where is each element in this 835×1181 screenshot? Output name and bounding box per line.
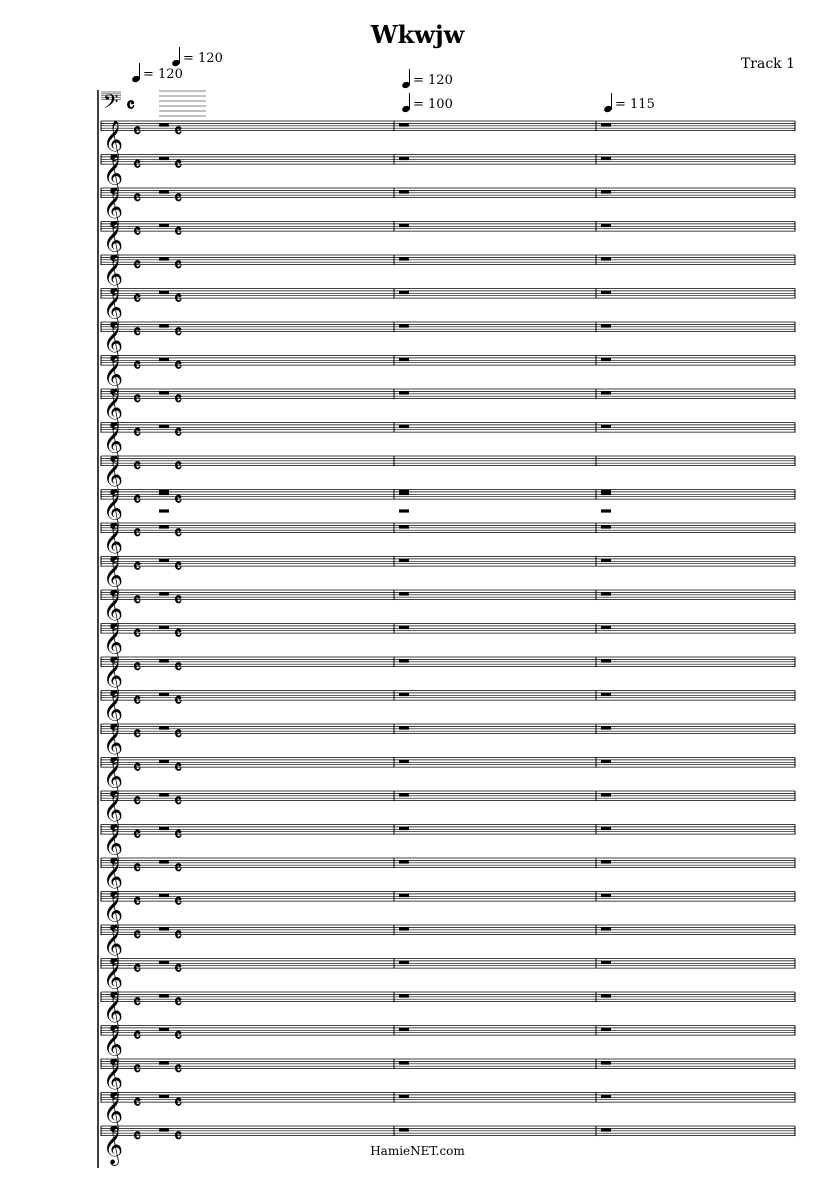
treble-clef-icon: 𝄞 bbox=[103, 254, 124, 294]
whole-rest-icon bbox=[601, 257, 611, 260]
treble-clef-icon: 𝄞 bbox=[103, 187, 124, 227]
whole-rest-icon bbox=[159, 1061, 169, 1064]
time-signature: 𝄴 bbox=[133, 1092, 142, 1114]
tempo-mark: = 120 bbox=[402, 70, 453, 88]
time-signature: 𝄴 bbox=[133, 389, 142, 410]
staff bbox=[101, 624, 795, 634]
whole-rest-icon bbox=[159, 693, 169, 696]
whole-rest-icon bbox=[159, 1095, 169, 1098]
treble-clef-icon: 𝄞 bbox=[103, 957, 124, 998]
whole-rest-icon bbox=[399, 860, 409, 863]
treble-clef-icon: 𝄞 bbox=[103, 421, 124, 462]
treble-clef-icon: 𝄞 bbox=[103, 455, 124, 495]
whole-rest-icon bbox=[399, 257, 409, 260]
time-signature: 𝄴 bbox=[133, 1059, 142, 1080]
staff bbox=[101, 590, 795, 600]
whole-rest-icon bbox=[399, 793, 409, 796]
whole-rest-icon bbox=[159, 994, 169, 997]
whole-rest-icon bbox=[399, 291, 409, 294]
whole-rest-icon bbox=[399, 525, 409, 528]
score-title: Wkwjw bbox=[370, 20, 465, 49]
time-signature: 𝄴 bbox=[174, 925, 183, 946]
whole-rest-icon bbox=[601, 358, 611, 361]
whole-rest-icon bbox=[159, 793, 169, 796]
time-signature: 𝄴 bbox=[133, 422, 142, 444]
treble-clef-icon: 𝄞 bbox=[103, 522, 124, 562]
whole-rest-icon bbox=[399, 123, 409, 126]
treble-clef-icon: 𝄞 bbox=[103, 153, 124, 194]
time-signature: 𝄴 bbox=[133, 858, 142, 879]
treble-clef-icon: 𝄞 bbox=[103, 354, 124, 395]
staff bbox=[101, 1026, 795, 1036]
staff bbox=[101, 758, 795, 768]
staff bbox=[101, 691, 795, 701]
whole-rest-icon bbox=[601, 123, 611, 126]
treble-clef-icon: 𝄞 bbox=[103, 488, 124, 529]
whole-rest-icon bbox=[159, 123, 169, 126]
time-signature: 𝄴 bbox=[133, 523, 142, 544]
time-signature: 𝄴 bbox=[133, 489, 142, 511]
time-signature: 𝄴 bbox=[133, 690, 142, 712]
staff bbox=[101, 557, 795, 567]
whole-rest-icon bbox=[601, 525, 611, 528]
whole-rest-icon bbox=[159, 626, 169, 629]
time-signature: 𝄴 bbox=[174, 724, 183, 745]
tempo-mark: = 120 bbox=[172, 48, 223, 66]
whole-rest-icon bbox=[601, 1128, 611, 1131]
time-signature: 𝄴 bbox=[174, 355, 183, 377]
whole-rest-icon bbox=[159, 324, 169, 327]
treble-clef-icon: 𝄞 bbox=[103, 388, 124, 428]
whole-rest-icon bbox=[601, 224, 611, 227]
time-signature: 𝄴 bbox=[174, 489, 183, 511]
whole-rest-icon bbox=[399, 1028, 409, 1031]
time-signature: 𝄴 bbox=[174, 891, 183, 913]
whole-rest-icon bbox=[159, 1128, 169, 1131]
staff bbox=[101, 490, 795, 500]
time-signature: 𝄴 bbox=[174, 958, 183, 980]
time-signature: 𝄴 bbox=[174, 858, 183, 879]
staff bbox=[101, 255, 795, 265]
time-signature: 𝄴 bbox=[174, 389, 183, 410]
whole-rest-icon bbox=[601, 793, 611, 796]
time-signature: 𝄴 bbox=[174, 322, 183, 343]
whole-rest-icon bbox=[399, 324, 409, 327]
staff bbox=[101, 1093, 795, 1103]
whole-rest-icon bbox=[399, 1095, 409, 1098]
whole-rest-icon bbox=[601, 592, 611, 595]
time-signature: 𝄴 bbox=[133, 1025, 142, 1047]
staff bbox=[101, 322, 795, 332]
staff bbox=[101, 858, 795, 868]
whole-rest-icon bbox=[399, 592, 409, 595]
whole-rest-icon bbox=[159, 726, 169, 729]
treble-clef-icon: 𝄞 bbox=[103, 790, 124, 830]
whole-rest-icon bbox=[399, 961, 409, 964]
whole-rest-icon bbox=[159, 291, 169, 294]
staff bbox=[101, 423, 795, 433]
whole-rest-icon bbox=[601, 391, 611, 394]
treble-clef-icon: 𝄞 bbox=[103, 321, 124, 361]
staff bbox=[101, 1126, 795, 1136]
whole-rest-icon bbox=[159, 525, 169, 528]
time-signature: 𝄴 bbox=[174, 690, 183, 712]
whole-rest-icon bbox=[601, 490, 611, 493]
whole-rest-icon bbox=[159, 659, 169, 662]
treble-clef-icon: 𝄞 bbox=[103, 120, 124, 160]
whole-rest-icon bbox=[159, 1028, 169, 1031]
whole-rest-icon bbox=[399, 726, 409, 729]
whole-rest-icon bbox=[399, 1061, 409, 1064]
time-signature: 𝄴 bbox=[133, 757, 142, 779]
time-signature: 𝄴 bbox=[133, 623, 142, 645]
bass-clef-icon: 𝄢 bbox=[103, 90, 119, 118]
treble-clef-icon: 𝄞 bbox=[103, 1024, 124, 1065]
time-signature: 𝄴 bbox=[174, 590, 183, 611]
tempo-mark: = 115 bbox=[604, 94, 655, 112]
whole-rest-icon bbox=[399, 1128, 409, 1131]
time-signature: 𝄴 bbox=[133, 1126, 142, 1147]
whole-rest-icon bbox=[601, 1028, 611, 1031]
treble-clef-icon: 𝄞 bbox=[103, 287, 124, 328]
whole-rest-icon bbox=[159, 894, 169, 897]
time-signature: 𝄴 bbox=[174, 456, 183, 477]
staff bbox=[101, 791, 795, 801]
time-signature: 𝄴 bbox=[174, 523, 183, 544]
treble-clef-icon: 𝄞 bbox=[103, 857, 124, 897]
time-signature: 𝄴 bbox=[174, 154, 183, 176]
whole-rest-icon bbox=[399, 157, 409, 160]
treble-clef-icon: 𝄞 bbox=[103, 589, 124, 629]
whole-rest-icon bbox=[159, 559, 169, 562]
treble-clef-icon: 𝄞 bbox=[103, 1091, 124, 1132]
whole-rest-icon bbox=[399, 190, 409, 193]
time-signature: 𝄴 bbox=[174, 221, 183, 243]
time-signature: 𝄴 bbox=[126, 93, 135, 117]
staff bbox=[101, 959, 795, 969]
whole-rest-icon bbox=[601, 190, 611, 193]
whole-rest-icon bbox=[159, 425, 169, 428]
whole-rest-icon bbox=[601, 961, 611, 964]
staff bbox=[101, 356, 795, 366]
whole-rest-icon bbox=[601, 626, 611, 629]
time-signature: 𝄴 bbox=[133, 221, 142, 243]
whole-rest-icon bbox=[159, 509, 169, 512]
staff bbox=[101, 456, 795, 466]
whole-rest-icon bbox=[159, 927, 169, 930]
treble-clef-icon: 𝄞 bbox=[103, 723, 124, 763]
whole-rest-icon bbox=[159, 157, 169, 160]
time-signature: 𝄴 bbox=[133, 121, 142, 142]
whole-rest-icon bbox=[601, 509, 611, 512]
whole-rest-icon bbox=[601, 726, 611, 729]
time-signature: 𝄴 bbox=[174, 255, 183, 276]
tempo-mark: = 100 bbox=[402, 94, 453, 112]
whole-rest-icon bbox=[399, 490, 409, 493]
time-signature: 𝄴 bbox=[174, 1059, 183, 1080]
whole-rest-icon bbox=[159, 961, 169, 964]
staff bbox=[101, 121, 795, 131]
time-signature: 𝄴 bbox=[133, 355, 142, 377]
treble-clef-icon: 𝄞 bbox=[103, 823, 124, 864]
whole-rest-icon bbox=[399, 425, 409, 428]
staff bbox=[101, 289, 795, 299]
treble-clef-icon: 𝄞 bbox=[103, 756, 124, 797]
whole-rest-icon bbox=[159, 592, 169, 595]
treble-clef-icon: 𝄞 bbox=[103, 924, 124, 964]
treble-clef-icon: 𝄞 bbox=[103, 1125, 124, 1165]
whole-rest-icon bbox=[601, 1061, 611, 1064]
whole-rest-icon bbox=[601, 324, 611, 327]
whole-rest-icon bbox=[601, 157, 611, 160]
whole-rest-icon bbox=[601, 1095, 611, 1098]
time-signature: 𝄴 bbox=[133, 992, 142, 1013]
whole-rest-icon bbox=[601, 827, 611, 830]
time-signature: 𝄴 bbox=[133, 657, 142, 678]
time-signature: 𝄴 bbox=[133, 188, 142, 209]
staff bbox=[101, 188, 795, 198]
treble-clef-icon: 𝄞 bbox=[103, 890, 124, 931]
time-signature: 𝄴 bbox=[133, 154, 142, 176]
whole-rest-icon bbox=[399, 693, 409, 696]
treble-clef-icon: 𝄞 bbox=[103, 689, 124, 730]
whole-rest-icon bbox=[601, 659, 611, 662]
time-signature: 𝄴 bbox=[133, 456, 142, 477]
time-signature: 𝄴 bbox=[133, 925, 142, 946]
staff bbox=[101, 657, 795, 667]
time-signature: 𝄴 bbox=[174, 992, 183, 1013]
staff bbox=[101, 925, 795, 935]
time-signature: 𝄴 bbox=[174, 1092, 183, 1114]
time-signature: 𝄴 bbox=[133, 322, 142, 343]
whole-rest-icon bbox=[399, 894, 409, 897]
whole-rest-icon bbox=[601, 894, 611, 897]
treble-clef-icon: 𝄞 bbox=[103, 656, 124, 696]
whole-rest-icon bbox=[399, 358, 409, 361]
staff bbox=[101, 523, 795, 533]
staff bbox=[101, 992, 795, 1002]
staff bbox=[101, 1059, 795, 1069]
time-signature: 𝄴 bbox=[174, 824, 183, 846]
whole-rest-icon bbox=[399, 659, 409, 662]
staff bbox=[101, 389, 795, 399]
whole-rest-icon bbox=[601, 994, 611, 997]
time-signature: 𝄴 bbox=[174, 791, 183, 812]
whole-rest-icon bbox=[399, 927, 409, 930]
time-signature: 𝄴 bbox=[133, 590, 142, 611]
time-signature: 𝄴 bbox=[133, 791, 142, 812]
whole-rest-icon bbox=[159, 860, 169, 863]
whole-rest-icon bbox=[601, 860, 611, 863]
whole-rest-icon bbox=[399, 626, 409, 629]
whole-rest-icon bbox=[159, 391, 169, 394]
time-signature: 𝄴 bbox=[174, 556, 183, 578]
whole-rest-icon bbox=[601, 291, 611, 294]
time-signature: 𝄴 bbox=[174, 1126, 183, 1147]
treble-clef-icon: 𝄞 bbox=[103, 1058, 124, 1098]
time-signature: 𝄴 bbox=[174, 422, 183, 444]
treble-clef-icon: 𝄞 bbox=[103, 555, 124, 596]
whole-rest-icon bbox=[601, 693, 611, 696]
time-signature: 𝄴 bbox=[133, 824, 142, 846]
whole-rest-icon bbox=[159, 760, 169, 763]
time-signature: 𝄴 bbox=[174, 657, 183, 678]
whole-rest-icon bbox=[601, 927, 611, 930]
whole-rest-icon bbox=[399, 559, 409, 562]
time-signature: 𝄴 bbox=[133, 288, 142, 310]
whole-rest-icon bbox=[159, 224, 169, 227]
track-label: Track 1 bbox=[740, 56, 795, 72]
staff bbox=[101, 155, 795, 165]
whole-rest-icon bbox=[159, 257, 169, 260]
whole-rest-icon bbox=[159, 490, 169, 493]
staff bbox=[101, 724, 795, 734]
whole-rest-icon bbox=[159, 190, 169, 193]
whole-rest-icon bbox=[601, 425, 611, 428]
time-signature: 𝄴 bbox=[174, 188, 183, 209]
whole-rest-icon bbox=[399, 224, 409, 227]
tempo-mark: = 120 bbox=[132, 64, 183, 82]
treble-clef-icon: 𝄞 bbox=[103, 220, 124, 261]
treble-clef-icon: 𝄞 bbox=[103, 991, 124, 1031]
time-signature: 𝄴 bbox=[174, 623, 183, 645]
whole-rest-icon bbox=[399, 827, 409, 830]
whole-rest-icon bbox=[601, 760, 611, 763]
time-signature: 𝄴 bbox=[133, 255, 142, 276]
time-signature: 𝄴 bbox=[174, 1025, 183, 1047]
staff bbox=[101, 892, 795, 902]
staff bbox=[101, 222, 795, 232]
treble-clef-icon: 𝄞 bbox=[103, 622, 124, 663]
time-signature: 𝄴 bbox=[133, 724, 142, 745]
time-signature: 𝄴 bbox=[133, 556, 142, 578]
time-signature: 𝄴 bbox=[174, 288, 183, 310]
whole-rest-icon bbox=[601, 559, 611, 562]
time-signature: 𝄴 bbox=[133, 891, 142, 913]
whole-rest-icon bbox=[159, 358, 169, 361]
whole-rest-icon bbox=[399, 760, 409, 763]
time-signature: 𝄴 bbox=[174, 121, 183, 142]
staff bbox=[101, 825, 795, 835]
whole-rest-icon bbox=[399, 391, 409, 394]
footer-credit: HamieNET.com bbox=[370, 1144, 465, 1158]
time-signature: 𝄴 bbox=[174, 757, 183, 779]
whole-rest-icon bbox=[399, 994, 409, 997]
time-signature: 𝄴 bbox=[133, 958, 142, 980]
whole-rest-icon bbox=[399, 509, 409, 512]
whole-rest-icon bbox=[159, 827, 169, 830]
